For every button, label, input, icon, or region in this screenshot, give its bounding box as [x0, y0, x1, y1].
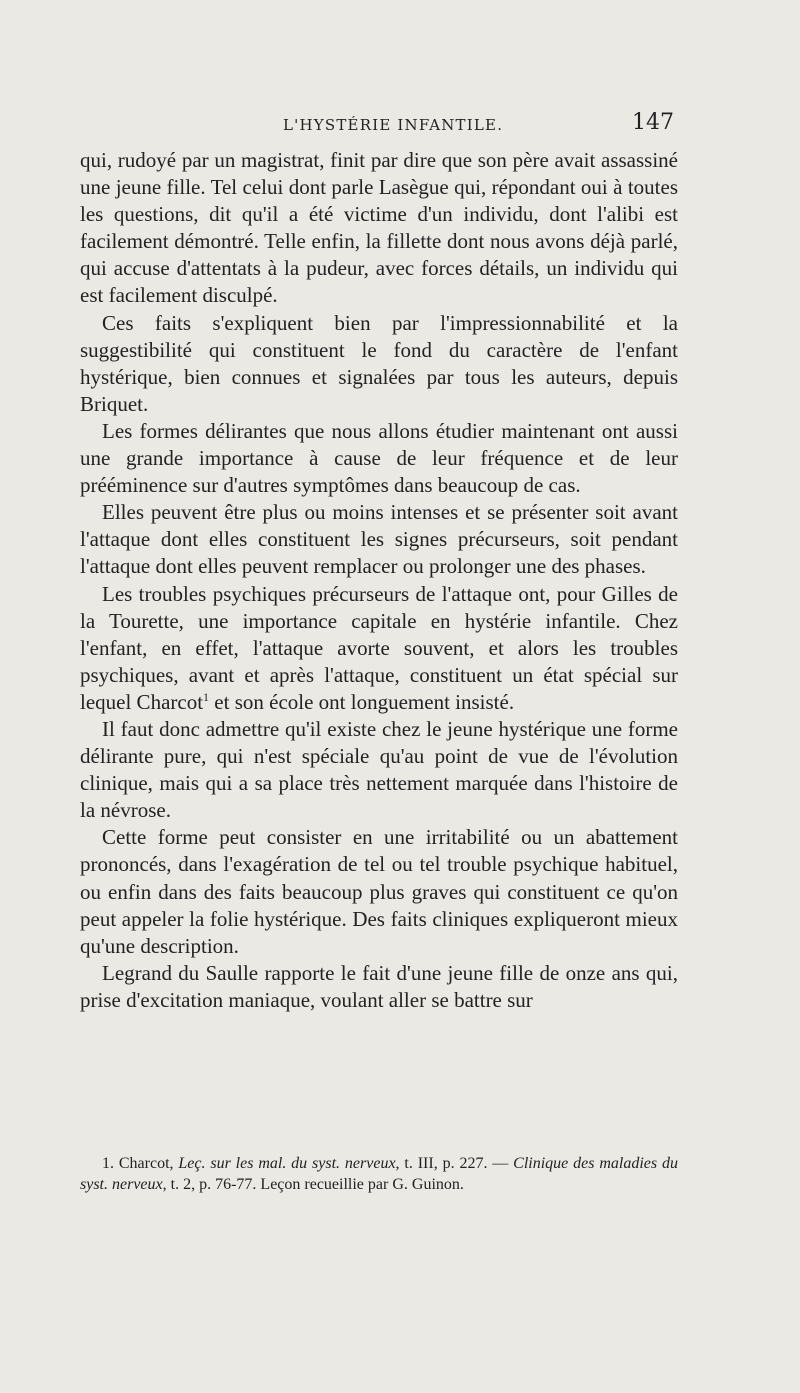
footnote-reference: 1 [203, 689, 210, 704]
running-title: L'HYSTÉRIE INFANTILE. [283, 116, 504, 134]
running-head [80, 110, 678, 140]
body-text [80, 147, 678, 1014]
footnote [80, 1153, 678, 1195]
paragraph: Cette forme peut consister en une irritabilité ou un abattement prononcés, dans l'exagération de tel ou tel trouble psychique habituel, ou enfin dans des faits beaucoup plus graves qui constituent ce qu'on peut appeler la folie hystérique. Des faits cliniques expliqueront mieux qu'une description. [80, 825, 678, 958]
footnote-title: Clinique des maladies du syst. nerveux [80, 1155, 678, 1193]
paragraph: Legrand du Saulle rapporte le fait d'une jeune fille de onze ans qui, prise d'excitation maniaque, voulant aller se battre sur [80, 960, 678, 1012]
footnote-text [80, 1153, 678, 1195]
paragraph [80, 581, 678, 716]
paragraph: Ces faits s'expliquent bien par l'impressionnabilité et la suggestibilité qui constituent le fond du caractère de l'enfant hystérique, bien connues et signalées par tous les auteurs, depuis Briquet. [80, 310, 678, 416]
paragraph: qui, rudoyé par un magistrat, finit par dire que son père avait assassiné une jeune fille. Tel celui dont parle Lasègue qui, répondant oui à toutes les questions, dit qu'il a été victime d'un individu, dont l'alibi est facilement démontré. Telle enfin, la fillette dont nous avons déjà parlé, qui accuse d'attentats à la pudeur, avec forces détails, un individu qui est facilement disculpé. [80, 148, 678, 308]
footnote-author: Charcot, [114, 1155, 179, 1172]
footnote-number: 1. [102, 1155, 114, 1172]
paragraph: Il faut donc admettre qu'il existe chez le jeune hystérique une forme délirante pure, qui n'est spéciale qu'au point de vue de l'évolution clinique, mais qui a sa place très nettement marquée dans l'histoire de la névrose. [80, 716, 678, 823]
footnote-title: Leç. sur les mal. du syst. nerveux [178, 1155, 396, 1172]
paragraph-text: Les troubles psychiques précurseurs de l'attaque ont, pour Gilles de la Tourette, une importance capitale en hystérie infantile. Chez l'enfant, en effet, l'attaque avorte souvent, et alors les troubles psychiques, avant et après l'attaque, constituent un état spécial sur lequel Charcot [80, 581, 678, 714]
paragraph: Les formes délirantes que nous allons étudier maintenant ont aussi une grande importance à cause de leur fréquence et de leur prééminence sur d'autres symptômes dans beaucoup de cas. [80, 418, 678, 498]
footnote-reference-detail: , t. III, p. 227. — [395, 1155, 514, 1172]
paragraph: Elles peuvent être plus ou moins intenses et se présenter soit avant l'attaque dont elles constituent les signes précurseurs, soit pendant l'attaque dont elles peuvent remplacer ou prolonger une des phases. [80, 500, 678, 579]
footnote-reference-detail: , t. 2, p. 76-77. Leçon recueillie par G. Guinon. [162, 1176, 464, 1193]
paragraph-text: et son école ont longuement insisté. [209, 689, 515, 714]
page-number: 147 [632, 110, 674, 135]
